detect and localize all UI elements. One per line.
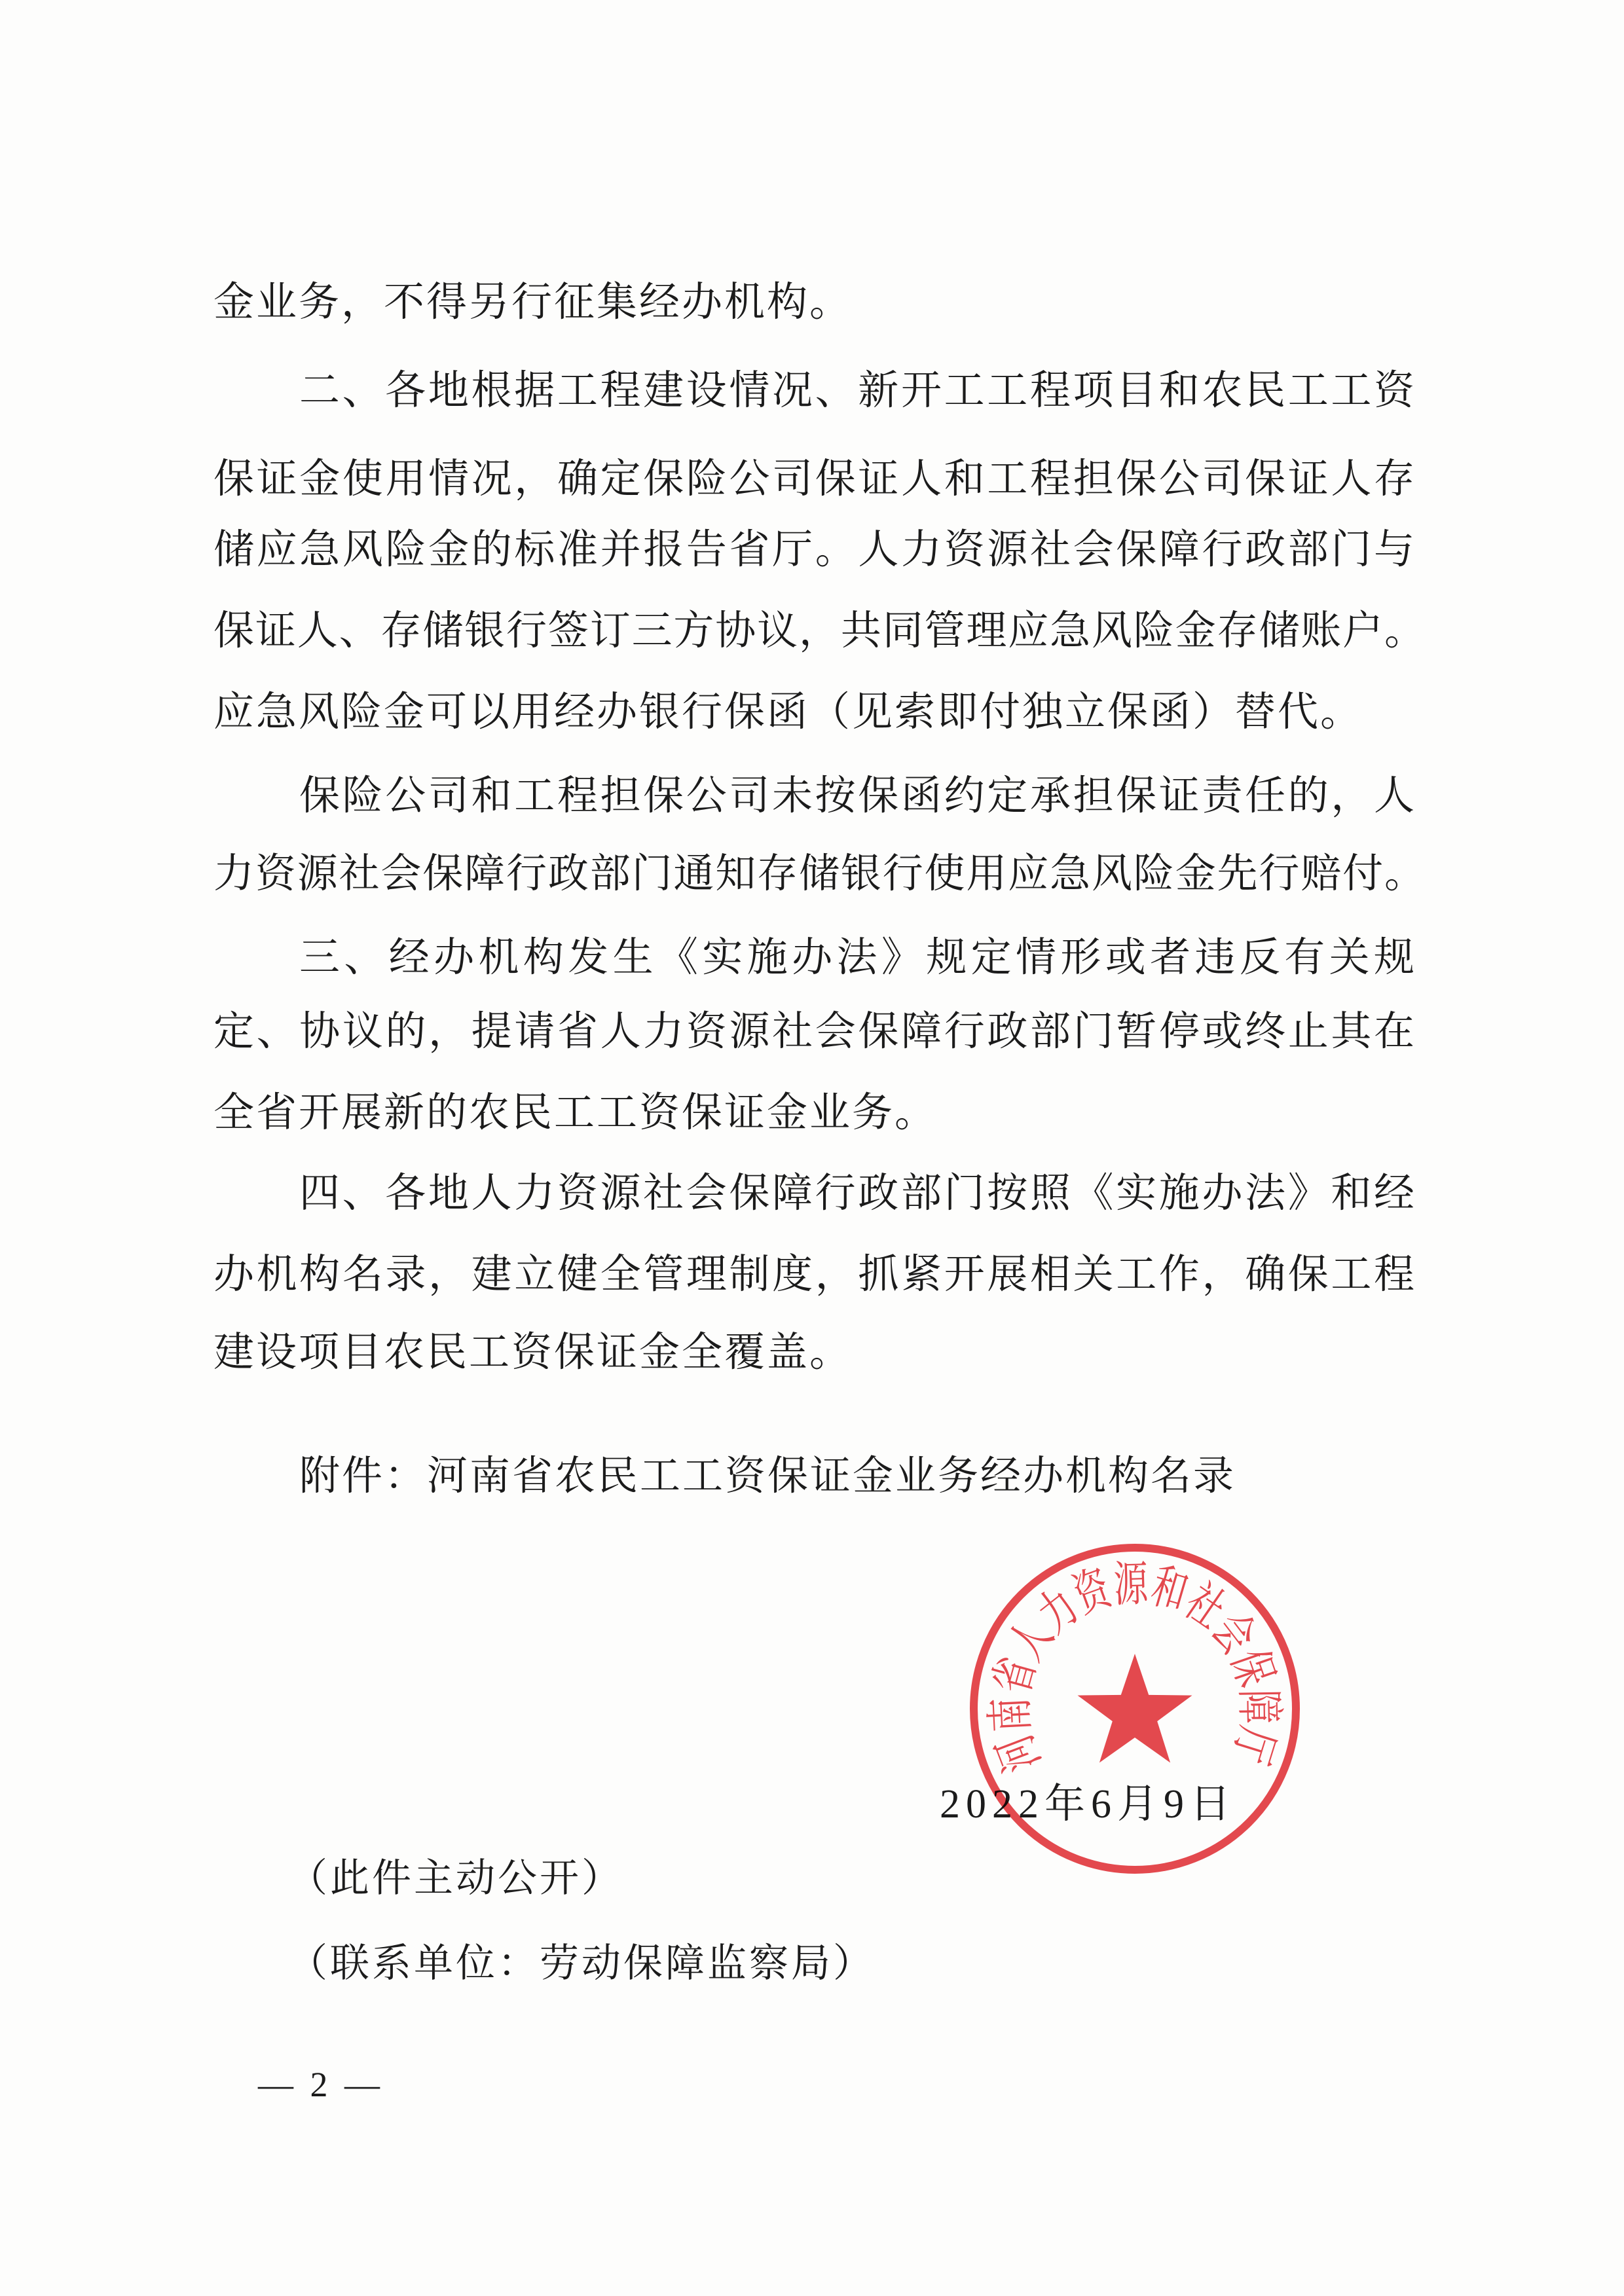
body-line: 全省开展新的农民工工资保证金业务。 xyxy=(213,1088,938,1136)
body-line: 保证金使用情况，确定保险公司保证人和工程担保公司保证人存 xyxy=(213,454,1414,502)
body-line: 三、经办机构发生《实施办法》规定情形或者违反有关规 xyxy=(299,933,1414,981)
seal-star-icon xyxy=(1078,1654,1192,1762)
body-line: 建设项目农民工资保证金全覆盖。 xyxy=(213,1328,853,1376)
document-date: 2022年6月9日 xyxy=(940,1782,1237,1827)
page-number: — 2 — xyxy=(258,2065,384,2104)
body-line: 金业务，不得另行征集经办机构。 xyxy=(213,278,853,325)
body-line: 力资源社会保障行政部门通知存储银行使用应急风险金先行赔付。 xyxy=(213,849,1425,897)
attachment-line: 附件：河南省农民工工资保证金业务经办机构名录 xyxy=(299,1451,1236,1499)
body-line: 办机构名录，建立健全管理制度，抓紧开展相关工作，确保工程 xyxy=(213,1250,1414,1298)
official-seal xyxy=(965,1539,1305,1879)
body-line: 保证人、存储银行签订三方协议，共同管理应急风险金存储账户。 xyxy=(213,606,1425,654)
contact-note: （联系单位：劳动保障监察局） xyxy=(288,1941,875,1986)
body-line: 二、各地根据工程建设情况、新开工工程项目和农民工工资 xyxy=(299,366,1414,414)
body-line: 应急风险金可以用经办银行保函（见索即付独立保函）替代。 xyxy=(213,687,1363,735)
body-line: 定、协议的，提请省人力资源社会保障行政部门暂停或终止其在 xyxy=(213,1007,1414,1055)
body-line: 四、各地人力资源社会保障行政部门按照《实施办法》和经 xyxy=(299,1169,1414,1216)
seal-text-path: 河南省人力资源和社会保障厅 xyxy=(980,1554,1289,1784)
body-line: 储应急风险金的标准并报告省厅。人力资源社会保障行政部门与 xyxy=(213,525,1414,573)
disclosure-note: （此件主动公开） xyxy=(288,1855,623,1901)
body-line: 保险公司和工程担保公司未按保函约定承担保证责任的，人 xyxy=(299,771,1414,819)
